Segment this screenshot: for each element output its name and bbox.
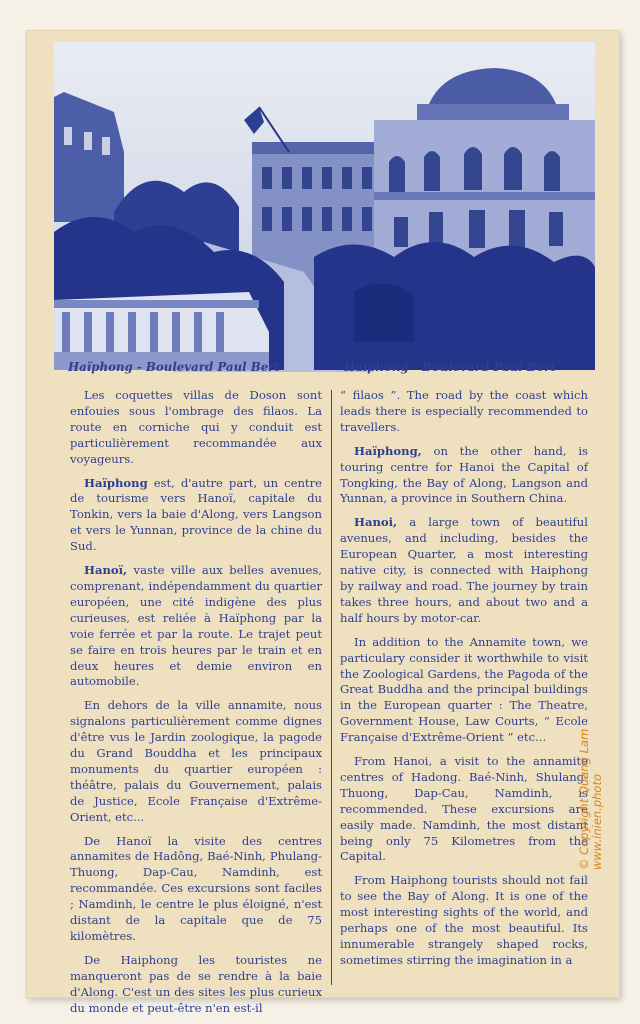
english-paragraph-5: From Hanoi, a visit to the annamite centres of Hadong. Baé-Ninh, Shulang-Thuong, Dap-Cau, Namdinh, is recommended. These excursions are easily made. Namdinh, the most distant being only 75 Kilometres from the Capital. [340, 754, 588, 864]
french-paragraph-2-text: est, d'autre part, un centre de tourisme vers Hanoï, capitale du Tonkin, vers la baie d'Along, vers Langson et vers le Yunnan, province de la chine du Sud. [70, 475, 322, 554]
english-paragraph-2-text: on the other hand, is touring centre for Hanoi the Capital of Tongking, the Bay of Along, Langson and Yunnan, a province in Southern China. [340, 443, 588, 506]
caption-left: Haïphong - Boulevard Paul Bert [68, 360, 280, 374]
french-haiphong-heading: Haïphong [84, 475, 148, 490]
street-photo [54, 42, 595, 370]
english-paragraph-2 [340, 444, 588, 508]
english-paragraph-6: From Haiphong tourists should not fail to see the Bay of Along. It is one of the most interesting sights of the world, and perhaps one of the most beautiful. Its innumerable strangely shaped rocks, sometimes stirring the imagination in a [340, 873, 588, 967]
caption-right: Haïphong - Boulevard Paul Bert [344, 360, 556, 374]
column-divider [331, 390, 332, 985]
english-paragraph-3-text: a large town of beautiful avenues, and including, besides the European Quarter, a most interesting native city, is connected with Haiphong by railway and road. The journey by train takes three hours, and about two and a half hours by motor-car. [340, 515, 588, 625]
french-paragraph-3-text: vaste ville aux belles avenues, comprenant, indépendamment du quartier européen, une cité indigène des plus curieuses, est reliée à Haïphong par la voie ferrée et par la route. Le trajet peut se faire en trois heures par le train et en deux heures et demie environ en automobile. [70, 563, 322, 689]
postcard [26, 30, 620, 1015]
copyright-watermark [577, 728, 604, 870]
french-paragraph-6: De Haiphong les touristes ne manqueront pas de se rendre à la baie d'Along. C'est un des sites les plus curieux du monde et peut-être n'en est-il [70, 952, 322, 1015]
french-paragraph-4: En dehors de la ville annamite, nous signalons particulièrement comme dignes d'être vus le Jardin zoologique, la pagode du Grand Bouddha et les principaux monuments du quartier européen : théâtre, palais du Gouvernement, palais de Justice, Ecole Française d'Extrême-Orient, etc... [70, 698, 322, 824]
website-line: www.inien.photo [590, 773, 604, 870]
english-paragraph-3 [340, 515, 588, 626]
french-text-column [70, 388, 322, 1015]
english-hanoi-heading: Hanoi, [354, 515, 398, 530]
french-paragraph-1: Les coquettes villas de Doson sont enfouies sous l'ombrage des filaos. La route en corniche qui y conduit est particulièrement recommandée aux voyageurs. [70, 388, 322, 466]
french-paragraph-2 [70, 476, 322, 556]
french-paragraph-3 [70, 563, 322, 690]
photo-illustration [54, 42, 595, 370]
english-haiphong-heading: Haïphong, [354, 443, 422, 458]
copyright-line: © Copyright Quang Lam [577, 728, 591, 870]
english-text-column [340, 388, 588, 993]
english-paragraph-1: “ filaos ”. The road by the coast which leads there is especially recommended to travellers. [340, 388, 588, 434]
french-paragraph-5: De Hanoï la visite des centres annamites de Hadông, Baé-Ninh, Phulang-Thuong, Dap-Cau, Namdinh, est recommandée. Ces excursions sont faciles ; Namdinh, le centre le plus éloigné, n'est distant de la capitale que de 75 kilomètres. [70, 833, 322, 943]
english-paragraph-4: In addition to the Annamite town, we particulary consider it worthwhile to visit the Zoological Gardens, the Pagoda of the Great Buddha and the principal buildings in the European quarter : The Theatre, Government House, Law Courts, “ Ecole Française d'Extrême-Orient ” etc... [340, 634, 588, 745]
french-hanoi-heading: Hanoï, [84, 563, 128, 578]
